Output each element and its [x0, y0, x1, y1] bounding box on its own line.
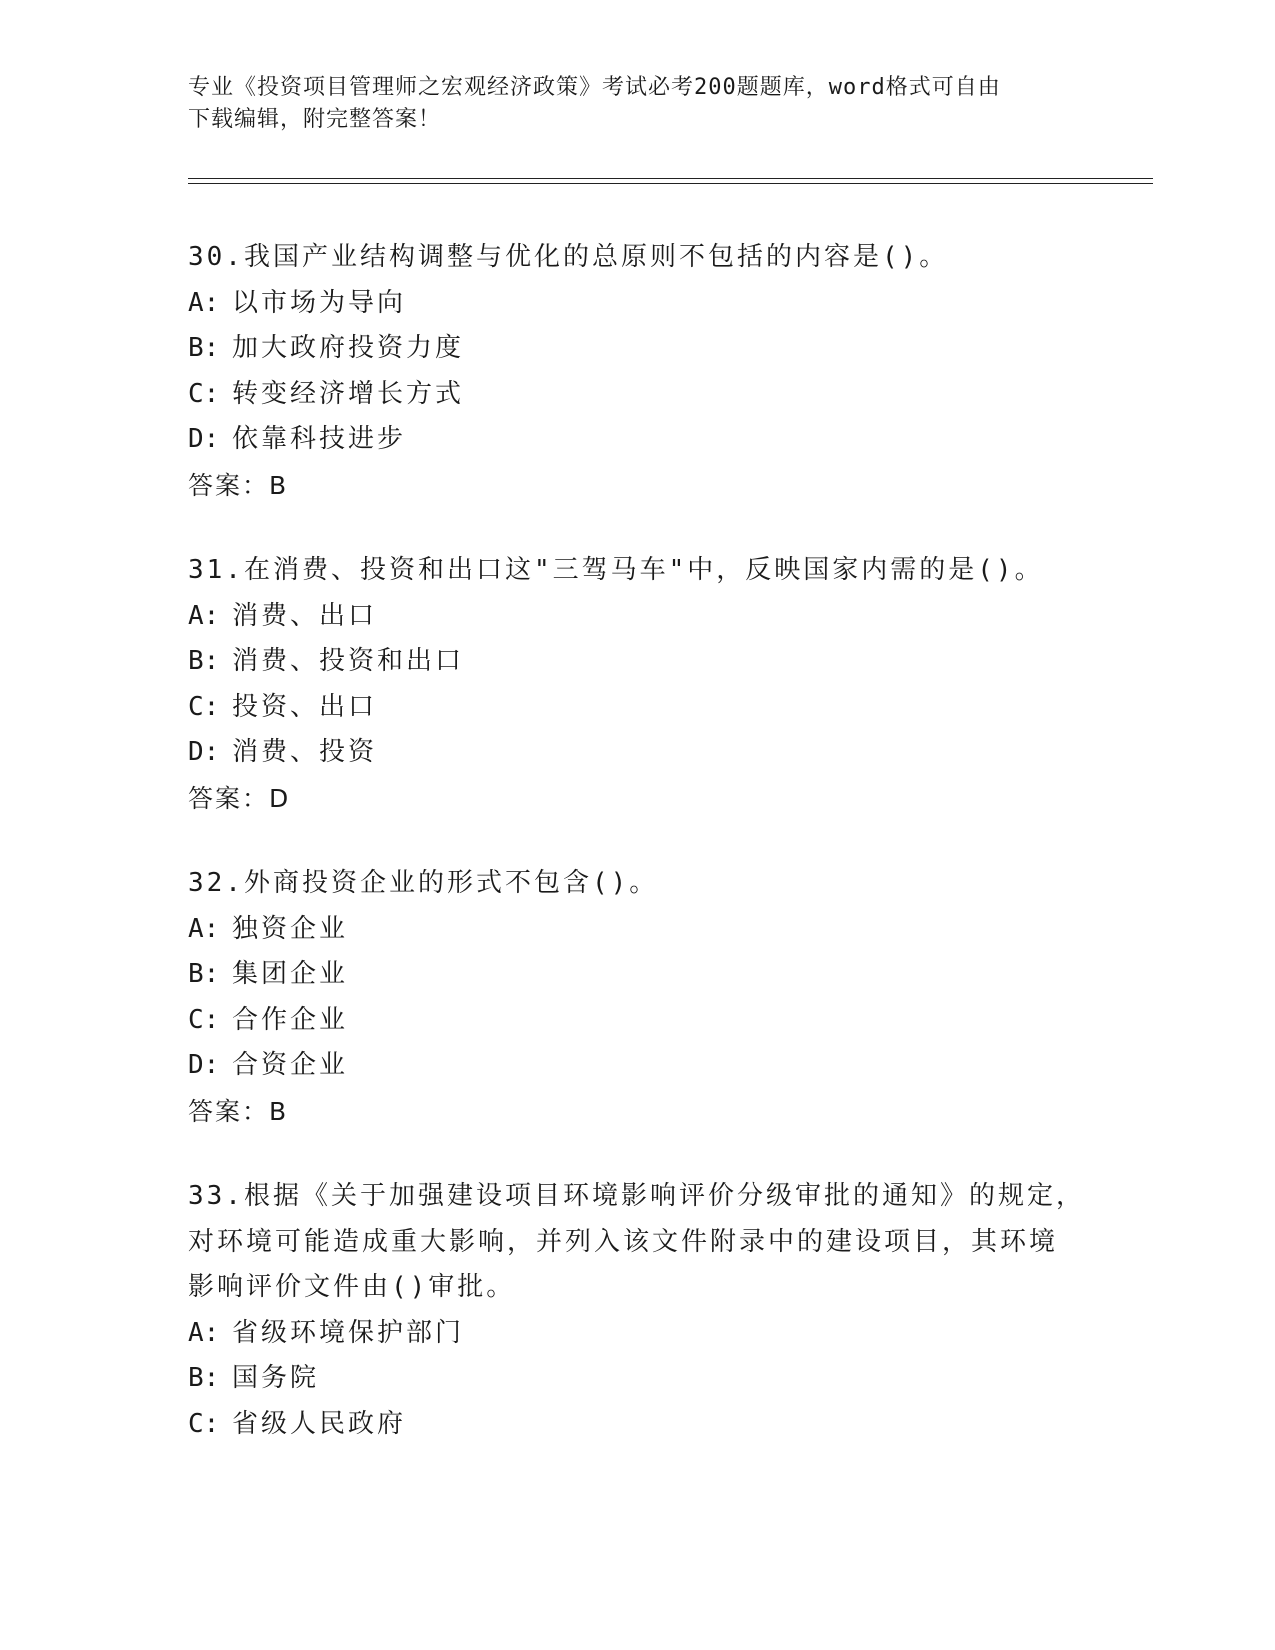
option-letter: B: [188, 333, 220, 363]
answer-option [188, 326, 1088, 372]
answer-option [188, 730, 1088, 776]
option-letter: D: [188, 1050, 220, 1080]
answer-option [188, 594, 1088, 640]
option-text: 投资、出口 [232, 691, 378, 722]
option-text: 省级人民政府 [232, 1408, 407, 1439]
header-divider-top [188, 178, 1153, 179]
option-letter: C: [188, 378, 220, 409]
question-block [188, 548, 1088, 821]
answer-option [188, 1043, 1088, 1089]
option-letter: A: [188, 1317, 220, 1348]
option-letter: C: [188, 691, 220, 722]
answer-option [188, 1311, 1088, 1357]
question-stem: 对环境可能造成重大影响，并列入该文件附录中的建设项目，其环境 [188, 1226, 1059, 1257]
answer-option [188, 639, 1088, 685]
option-letter: A: [188, 600, 220, 631]
answer-option [188, 1402, 1088, 1448]
option-text: 依靠科技进步 [232, 424, 407, 454]
answer-option [188, 998, 1088, 1044]
question-list [188, 235, 1088, 1447]
option-letter: B: [188, 959, 220, 989]
question-stem: 影响评价文件由()审批。 [188, 1272, 516, 1302]
header-divider-bottom [188, 183, 1153, 184]
option-text: 转变经济增长方式 [232, 378, 465, 409]
answer-option [188, 281, 1088, 327]
option-text: 合作企业 [232, 1004, 349, 1035]
option-text: 省级环境保护部门 [232, 1317, 465, 1348]
question-block [188, 861, 1088, 1134]
option-text: 加大政府投资力度 [232, 333, 465, 363]
option-text: 消费、投资和出口 [232, 646, 465, 676]
answer-option [188, 907, 1088, 953]
option-letter: C: [188, 1408, 220, 1439]
option-letter: D: [188, 737, 220, 767]
answer-option [188, 952, 1088, 998]
option-text: 消费、出口 [232, 600, 378, 631]
option-letter: B: [188, 1363, 220, 1393]
answer-option [188, 372, 1088, 418]
answer-key: 答案：B [188, 470, 289, 500]
question-stem: 31.在消费、投资和出口这"三驾马车"中，反映国家内需的是()。 [188, 555, 1044, 585]
question-stem: 32.外商投资企业的形式不包含()。 [188, 868, 659, 898]
answer-option [188, 417, 1088, 463]
option-text: 消费、投资 [232, 737, 378, 767]
answer-key: 答案：B [188, 1096, 289, 1126]
answer-option [188, 1356, 1088, 1402]
option-letter: D: [188, 424, 220, 454]
option-text: 以市场为导向 [232, 287, 407, 318]
option-text: 合资企业 [232, 1050, 349, 1080]
question-block [188, 1174, 1088, 1447]
header-line-1: 专业《投资项目管理师之宏观经济政策》考试必考200题题库，word格式可自由 [188, 75, 1001, 100]
question-block [188, 235, 1088, 508]
option-letter: A: [188, 913, 220, 944]
option-letter: A: [188, 287, 220, 318]
option-text: 国务院 [232, 1363, 320, 1393]
question-stem: 33.根据《关于加强建设项目环境影响评价分级审批的通知》的规定， [188, 1181, 1085, 1211]
answer-key: 答案：D [188, 783, 291, 813]
option-letter: B: [188, 646, 220, 676]
question-stem: 30.我国产业结构调整与优化的总原则不包括的内容是()。 [188, 242, 949, 272]
header-line-2: 下载编辑，附完整答案！ [188, 107, 442, 132]
option-letter: C: [188, 1004, 220, 1035]
document-header [188, 72, 1068, 136]
answer-option [188, 685, 1088, 731]
option-text: 集团企业 [232, 959, 349, 989]
option-text: 独资企业 [232, 913, 349, 944]
